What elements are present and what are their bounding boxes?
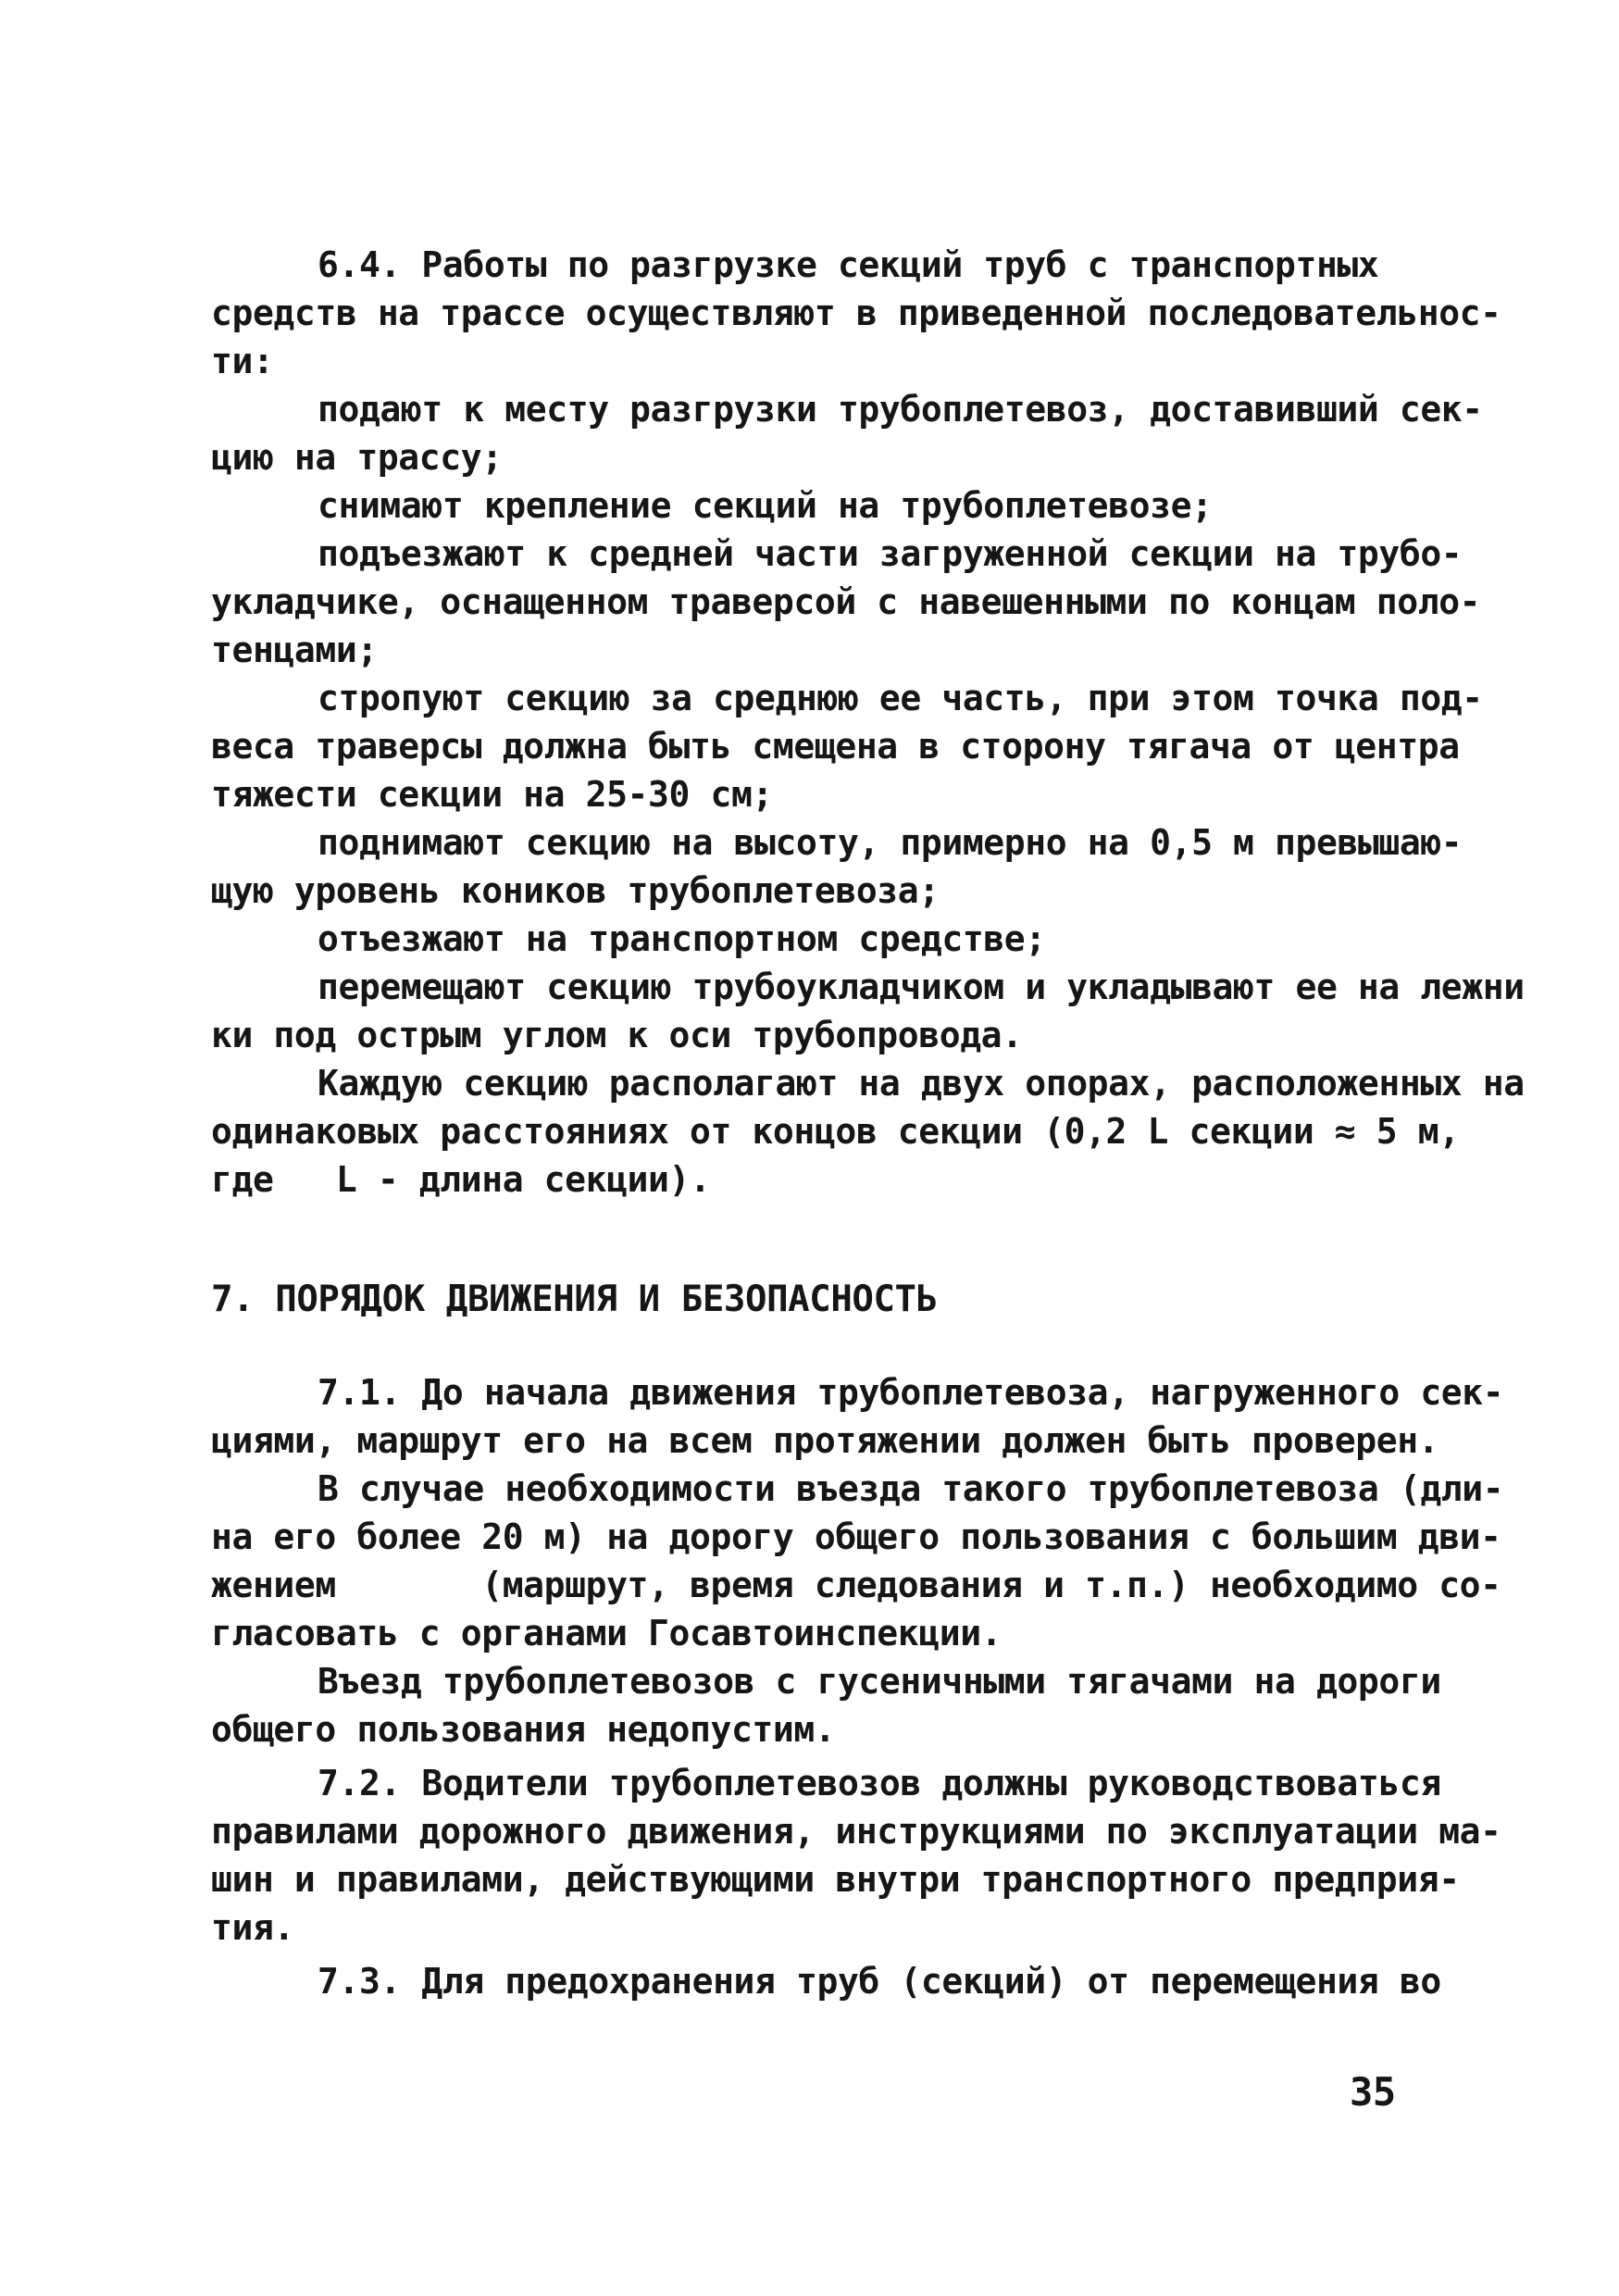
text-line: гласовать с органами Госавтоинспекции. [211,1613,1003,1653]
text-line: 6.4. Работы по разгрузке секций труб с транспортных [318,244,1379,285]
text-line: где L - длина секции). [211,1159,711,1200]
text-line: стропуют секцию за среднюю ее часть, при этом точка под- [318,678,1483,718]
text-line: циями, маршрут его на всем протяжении должен быть проверен. [211,1420,1439,1461]
text-line: общего пользования недопустим. [211,1709,836,1750]
text-line: тия. [211,1907,294,1948]
text-line: ти: [211,341,274,381]
text-line: 7.3. Для предохранения труб (секций) от перемещения во [318,1961,1441,2002]
text-line: веса траверсы должна быть смещена в сторону тягача от центра [211,726,1460,767]
text-line: отъезжают на транспортном средстве; [318,918,1046,959]
text-line: тяжести секции на 25-30 см; [211,774,773,815]
text-line: поднимают секцию на высоту, примерно на 0,5 м превышаю- [318,822,1463,863]
page-number: 35 [1350,2069,1396,2115]
text-line: перемещают секцию трубоукладчиком и укладывают ее на лежни [318,967,1525,1007]
text-line: правилами дорожного движения, инструкциями по эксплуатации ма- [211,1811,1501,1852]
text-line: жением (маршрут, время следования и т.п.) необходимо со- [211,1565,1501,1605]
text-line: подают к месту разгрузки трубоплетевоз, доставивший сек- [318,389,1483,430]
text-line: подъезжают к средней части загруженной секции на трубо- [318,533,1463,574]
text-line: цию на трассу; [211,437,503,478]
text-line: на его более 20 м) на дорогу общего пользования с большим дви- [211,1516,1501,1557]
text-line: тенцами; [211,630,378,670]
text-line: снимают крепление секций на трубоплетевозе; [318,485,1213,526]
text-line: щую уровень коников трубоплетевоза; [211,870,940,911]
text-line: 7.1. До начала движения трубоплетевоза, нагруженного сек- [318,1372,1504,1413]
text-line: одинаковых расстояниях от концов секции (0,2 L секции ≈ 5 м, [211,1111,1460,1152]
section-heading: 7. ПОРЯДОК ДВИЖЕНИЯ И БЕЗОПАСНОСТЬ [211,1279,938,1320]
text-line: Каждую секцию располагают на двух опорах, расположенных на [318,1063,1525,1104]
text-line: В случае необходимости въезда такого трубоплетевоза (дли- [318,1468,1504,1509]
text-line: шин и правилами, действующими внутри транспортного предприя- [211,1859,1460,1900]
text-line: ки под острым углом к оси трубопровода. [211,1015,1023,1055]
text-line: средств на трассе осуществляют в приведенной последовательнос- [211,293,1501,333]
text-line: Въезд трубоплетевозов с гусеничными тягачами на дороги [318,1661,1441,1702]
text-line: укладчике, оснащенном траверсой с навешенными по концам поло- [211,581,1481,622]
text-line: 7.2. Водители трубоплетевозов должны руководствоваться [318,1763,1441,1803]
